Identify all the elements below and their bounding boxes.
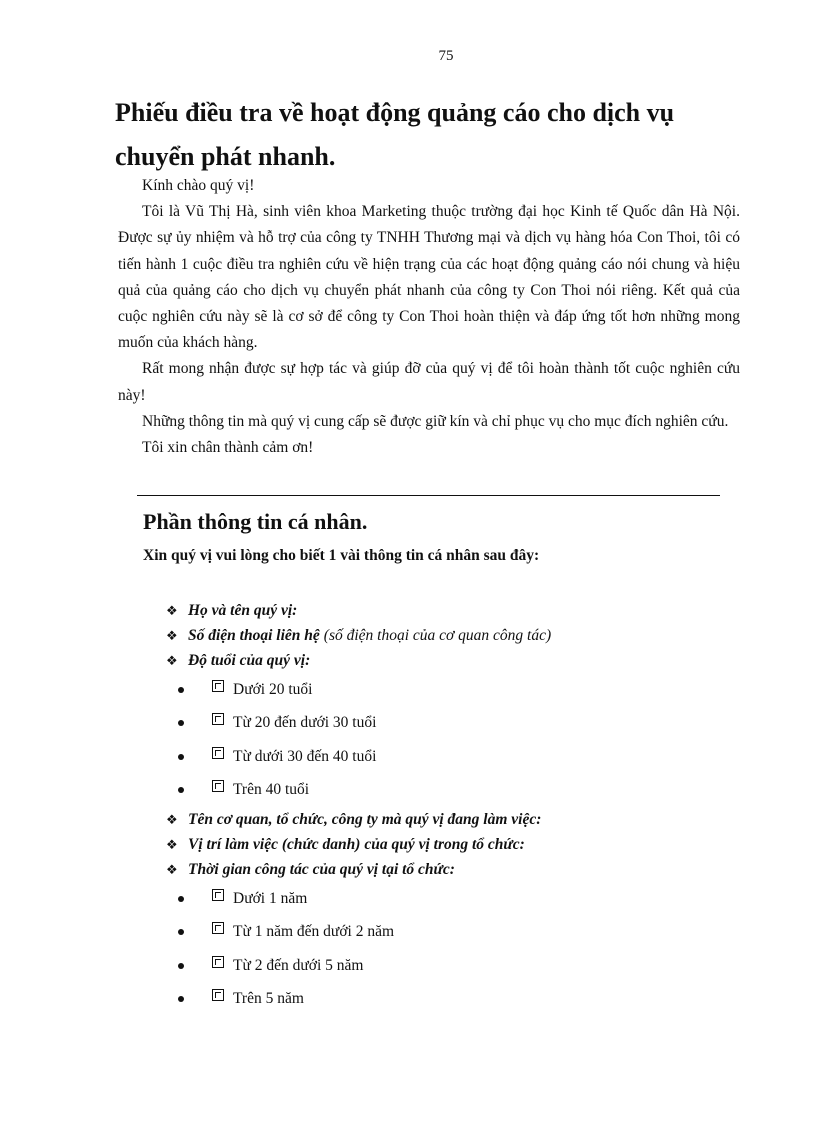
checkbox-icon[interactable] [212,889,224,901]
section-subtitle: Xin quý vị vui lòng cho biết 1 vài thông tin cá nhân sau đây: [143,547,540,564]
question-list [166,598,726,1016]
diamond-bullet-icon: ❖ [166,811,178,827]
option-label: Trên 40 tuổi [233,781,310,799]
bullet-icon [178,996,184,1002]
diamond-bullet-icon: ❖ [166,602,178,618]
bullet-icon [178,929,184,935]
checkbox-icon[interactable] [212,713,224,725]
option-item[interactable] [166,774,726,808]
question-position [166,832,726,857]
checkbox-icon[interactable] [212,922,224,934]
age-options [166,673,726,807]
question-label: Độ tuổi của quý vị: [188,651,311,669]
question-label: Họ và tên quý vị: [188,601,298,619]
bullet-icon [178,687,184,693]
question-age [166,648,726,673]
intro-paragraph: Rất mong nhận được sự hợp tác và giúp đỡ của quý vị để tôi hoàn thành tốt cuộc nghiên cứu này! [118,360,740,404]
question-tenure [166,857,726,882]
greeting: Kính chào quý vị! [142,177,255,194]
option-label: Từ dưới 30 đến 40 tuổi [233,747,377,765]
section-title: Phần thông tin cá nhân. [143,509,368,534]
option-item[interactable] [166,916,726,950]
question-label: Thời gian công tác của quý vị tại tổ chức: [188,860,455,878]
option-item[interactable] [166,673,726,707]
option-label: Trên 5 năm [233,990,304,1008]
closing-thanks: Tôi xin chân thành cảm ơn! [142,439,314,457]
question-note: (số điện thoại của cơ quan công tác) [323,626,552,644]
diamond-bullet-icon: ❖ [166,627,178,643]
page-number: 75 [438,48,454,64]
question-label: Tên cơ quan, tổ chức, công ty mà quý vị đang làm việc: [188,810,542,828]
diamond-bullet-icon: ❖ [166,836,178,852]
tenure-options [166,882,726,1016]
diamond-bullet-icon: ❖ [166,861,178,877]
intro-paragraph: Những thông tin mà quý vị cung cấp sẽ được giữ kín và chỉ phục vụ cho mục đích nghiên cứu. [142,412,729,430]
question-org [166,807,726,832]
intro-text [118,173,740,461]
option-item[interactable] [166,983,726,1017]
intro-paragraph: Tôi là Vũ Thị Hà, sinh viên khoa Marketing thuộc trường đại học Kinh tế Quốc dân Hà Nội. Được sự ủy nhiệm và hỗ trợ của công ty TNHH Thương mại và dịch vụ hàng hóa Con Thoi, tôi có tiến hành 1 cuộc điều tra nghiên cứu về hiện trạng của các hoạt động quảng cáo nói chung và hiệu quả của quảng cáo cho dịch vụ chuyển phát nhanh của công ty Con Thoi nói riêng. Kết quả của cuộc nghiên cứu này sẽ là cơ sở để công ty Con Thoi hoàn thiện và đáp ứng tốt hơn những mong muốn của khách hàng. [118,203,740,352]
option-label: Từ 1 năm đến dưới 2 năm [233,923,395,941]
question-name [166,598,726,623]
question-label: Số điện thoại liên hệ [188,626,320,644]
checkbox-icon[interactable] [212,989,224,1001]
question-label: Vị trí làm việc (chức danh) của quý vị trong tổ chức: [188,835,525,853]
bullet-icon [178,787,184,793]
option-item[interactable] [166,707,726,741]
option-label: Từ 20 đến dưới 30 tuổi [233,714,377,732]
option-label: Dưới 1 năm [233,889,308,907]
option-label: Từ 2 đến dưới 5 năm [233,956,364,974]
checkbox-icon[interactable] [212,747,224,759]
option-label: Dưới 20 tuổi [233,680,313,698]
bullet-icon [178,754,184,760]
checkbox-icon[interactable] [212,780,224,792]
divider [137,495,720,496]
diamond-bullet-icon: ❖ [166,652,178,668]
option-item[interactable] [166,949,726,983]
question-phone [166,623,726,648]
bullet-icon [178,963,184,969]
option-item[interactable] [166,740,726,774]
bullet-icon [178,896,184,902]
bullet-icon [178,720,184,726]
page-title: Phiếu điều tra về hoạt động quảng cáo cho dịch vụ chuyển phát nhanh. [115,98,675,171]
option-item[interactable] [166,882,726,916]
checkbox-icon[interactable] [212,956,224,968]
checkbox-icon[interactable] [212,680,224,692]
